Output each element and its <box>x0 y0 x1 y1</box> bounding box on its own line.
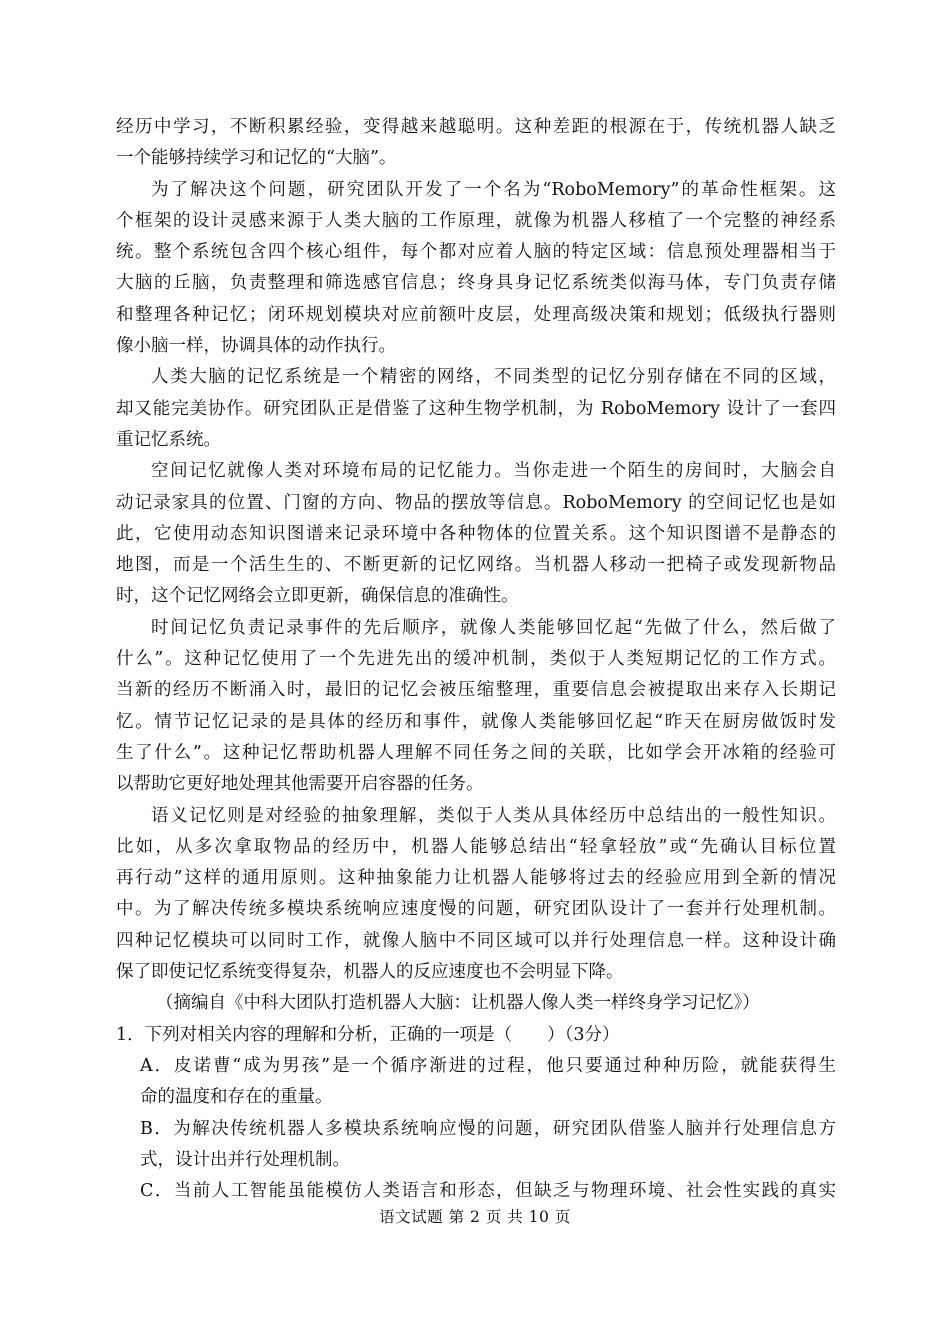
option-b-line2: 式，设计出并行处理机制。 <box>140 1149 350 1170</box>
passage-line: 空间记忆就像人类对环境布局的记忆能力。当你走进一个陌生的房间时，大脑会自 <box>151 461 836 482</box>
passage-line: 时间记忆负责记录事件的先后顺序，就像人类能够回忆起“先做了什么，然后做了 <box>151 617 836 638</box>
passage-line: 保了即使记忆系统变得复杂，机器人的反应速度也不会明显下降。 <box>116 962 624 983</box>
passage-line: 经历中学习，不断积累经验，变得越来越聪明。这种差距的根源在于，传统机器人缺乏 <box>116 117 836 137</box>
passage-line: 忆。情节记忆记录的是具体的经历和事件，就像人类能够回忆起“昨天在厨房做饭时发 <box>116 711 836 732</box>
passage-line: 以帮助它更好地处理其他需要开启容器的任务。 <box>116 774 484 795</box>
passage-line: 统。整个系统包含四个核心组件，每个都对应着人脑的特定区域：信息预处理器相当于 <box>116 242 836 263</box>
passage-line: 像小脑一样，协调具体的动作执行。 <box>116 336 396 357</box>
passage-line: 人类大脑的记忆系统是一个精密的网络，不同类型的记忆分别存储在不同的区域， <box>151 367 836 388</box>
passage-line: 什么”。这种记忆使用了一个先进先出的缓冲机制，类似于人类短期记忆的工作方式。 <box>116 649 836 670</box>
passage-line: 生了什么”。这种记忆帮助机器人理解不同任务之间的关联，比如学会开冰箱的经验可 <box>116 742 836 763</box>
passage-line: 重记忆系统。 <box>116 429 221 450</box>
passage-line: 中。为了解决传统多模块系统响应速度慢的问题，研究团队设计了一套并行处理机制。 <box>116 899 836 920</box>
passage-line: 比如，从多次拿取物品的经历中，机器人能够总结出“轻拿轻放”或“先确认目标位置 <box>116 836 836 857</box>
passage-line: 个框架的设计灵感来源于人类大脑的工作原理，就像为机器人移植了一个完整的神经系 <box>116 210 836 231</box>
option-c-line1: C．当前人工智能虽能模仿人类语言和形态，但缺乏与物理环境、社会性实践的真实 <box>140 1181 836 1202</box>
passage-line: 为了解决这个问题，研究团队开发了一个名为“RoboMemory”的革命性框架。这 <box>151 179 836 200</box>
passage-line: 和整理各种记忆；闭环规划模块对应前额叶皮层，处理高级决策和规划；低级执行器则 <box>116 304 836 325</box>
option-a-line2: 命的温度和存在的重量。 <box>140 1087 333 1108</box>
reading-passage <box>116 112 836 988</box>
page-footer: 语文试题 第 2 页 共 10 页 <box>379 1208 571 1226</box>
question-block <box>116 1020 836 1208</box>
passage-line: 再行动”这样的通用原则。这种抽象能力让机器人能够将过去的经验应用到全新的情况 <box>116 868 836 889</box>
passage-line: 语义记忆则是对经验的抽象理解，类似于人类从具体经历中总结出的一般性知识。 <box>151 805 836 826</box>
passage-line: 大脑的丘脑，负责整理和筛选感官信息；终身具身记忆系统类似海马体，专门负责存储 <box>116 273 836 294</box>
passage-line: 时，这个记忆网络会立即更新，确保信息的准确性。 <box>116 586 519 607</box>
passage-line: 当新的经历不断涌入时，最旧的记忆会被压缩整理，重要信息会被提取出来存入长期记 <box>116 680 836 701</box>
passage-line: 动记录家具的位置、门窗的方向、物品的摆放等信息。RoboMemory 的空间记忆也是如 <box>116 492 836 513</box>
passage-line: 却又能完美协作。研究团队正是借鉴了这种生物学机制，为 RoboMemory 设计了一套四 <box>116 398 836 419</box>
option-a-line1: A．皮诺曹“成为男孩”是一个循序渐进的过程，他只要通过种种历险，就能获得生 <box>140 1055 836 1076</box>
page-content <box>116 112 836 1207</box>
option-b-line1: B．为解决传统机器人多模块系统响应慢的问题，研究团队借鉴人脑并行处理信息方 <box>140 1118 836 1139</box>
passage-line: 此，它使用动态知识图谱来记录环境中各种物体的位置关系。这个知识图谱不是静态的 <box>116 523 836 544</box>
passage-line: 四种记忆模块可以同时工作，就像人脑中不同区域可以并行处理信息一样。这种设计确 <box>116 930 836 951</box>
passage-line: 地图，而是一个活生生的、不断更新的记忆网络。当机器人移动一把椅子或发现新物品 <box>116 555 836 576</box>
passage-line: 一个能够持续学习和记忆的“大脑”。 <box>116 148 397 169</box>
source-citation: （摘编自《中科大团队打造机器人大脑：让机器人像人类一样终身学习记忆》） <box>156 993 760 1014</box>
question-stem: 1．下列对相关内容的理解和分析，正确的一项是（ ）（3分） <box>116 1024 620 1045</box>
